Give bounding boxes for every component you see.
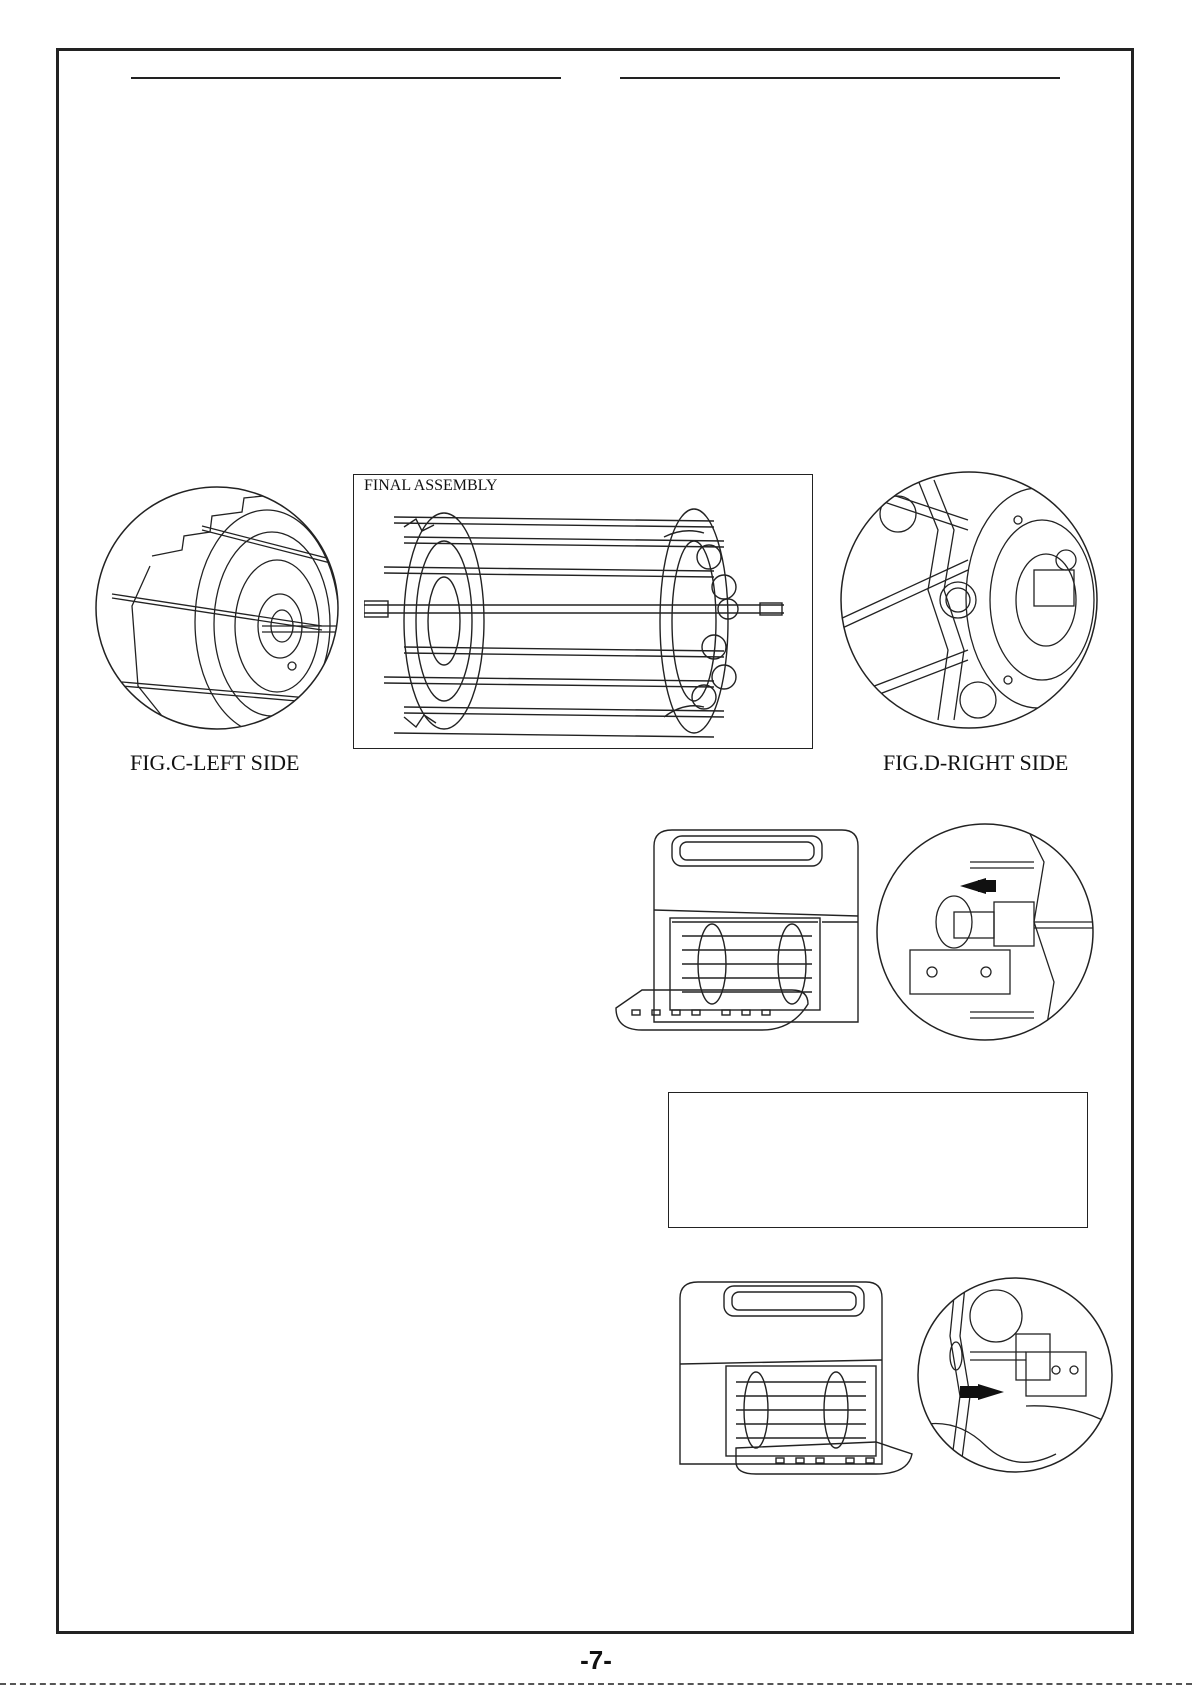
rotisserie-right-end-detail-icon (838, 470, 1100, 730)
rotisserie-cage-assembly-icon (364, 497, 804, 747)
rotisserie-left-end-detail-icon (92, 486, 342, 730)
fig-d-caption: FIG.D-RIGHT SIDE (883, 750, 1069, 775)
fig-c-caption: FIG.C-LEFT SIDE (130, 750, 300, 775)
air-fryer-oven-with-cage-icon (612, 826, 870, 1036)
header-rule-right (620, 77, 1060, 79)
header-rule-left (131, 77, 561, 79)
note-box (668, 1092, 1088, 1228)
page-number: -7- (580, 1645, 612, 1675)
final-assembly-label: FINAL ASSEMBLY (364, 477, 498, 494)
air-fryer-oven-with-cage-icon (676, 1278, 916, 1478)
shaft-insert-detail-icon (874, 822, 1096, 1042)
final-assembly-figure (353, 474, 813, 749)
shaft-remove-detail-icon (916, 1276, 1114, 1474)
